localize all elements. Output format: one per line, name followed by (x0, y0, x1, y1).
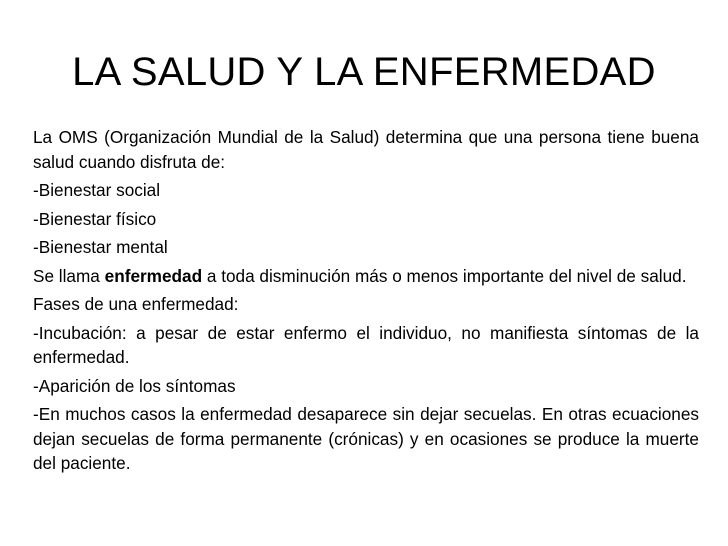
list-item-secuelas (33, 402, 699, 476)
dash-marker: - (33, 180, 39, 200)
secuelas-text: En muchos casos la enfermedad desaparece sin dejar secuelas. En otras ecuaciones dejan secuelas de forma permanente (crónicas) y en ocasiones se produce la muerte del paciente. (33, 404, 699, 473)
slide-body (33, 125, 699, 480)
enfermedad-term: enfermedad (104, 265, 203, 286)
enfermedad-text-after: a toda disminución más o menos importante del nivel de salud. (202, 265, 687, 286)
list-item-aparicion (33, 374, 699, 399)
bienestar-mental-text: Bienestar mental (38, 237, 168, 257)
oms-text: La OMS (Organización Mundial de la Salud) determina que una persona tiene buena salud cuando disfruta de: (33, 127, 699, 172)
fases-heading (33, 292, 699, 317)
enfermedad-paragraph (33, 264, 699, 289)
incubacion-text: Incubación: a pesar de estar enfermo el individuo, no manifiesta síntomas de la enfermedad. (33, 322, 699, 367)
dash-marker: - (33, 404, 39, 424)
list-item-bienestar-mental (33, 235, 699, 260)
list-item-incubacion (33, 321, 699, 370)
dash-marker: - (33, 208, 39, 229)
dash-marker: - (33, 322, 39, 343)
enfermedad-text-before: Se llama (33, 265, 105, 286)
bienestar-fisico-text: Bienestar físico (38, 208, 157, 229)
fases-text: Fases de una enfermedad: (33, 294, 239, 314)
list-item-bienestar-social (33, 178, 699, 203)
dash-marker: - (33, 375, 39, 396)
oms-paragraph (33, 125, 699, 174)
bienestar-social-text: Bienestar social (38, 180, 161, 200)
list-item-bienestar-fisico (33, 207, 699, 232)
slide-title: LA SALUD Y LA ENFERMEDAD (72, 50, 656, 94)
aparicion-text: Aparición de los síntomas (38, 375, 236, 396)
dash-marker: - (33, 237, 39, 257)
